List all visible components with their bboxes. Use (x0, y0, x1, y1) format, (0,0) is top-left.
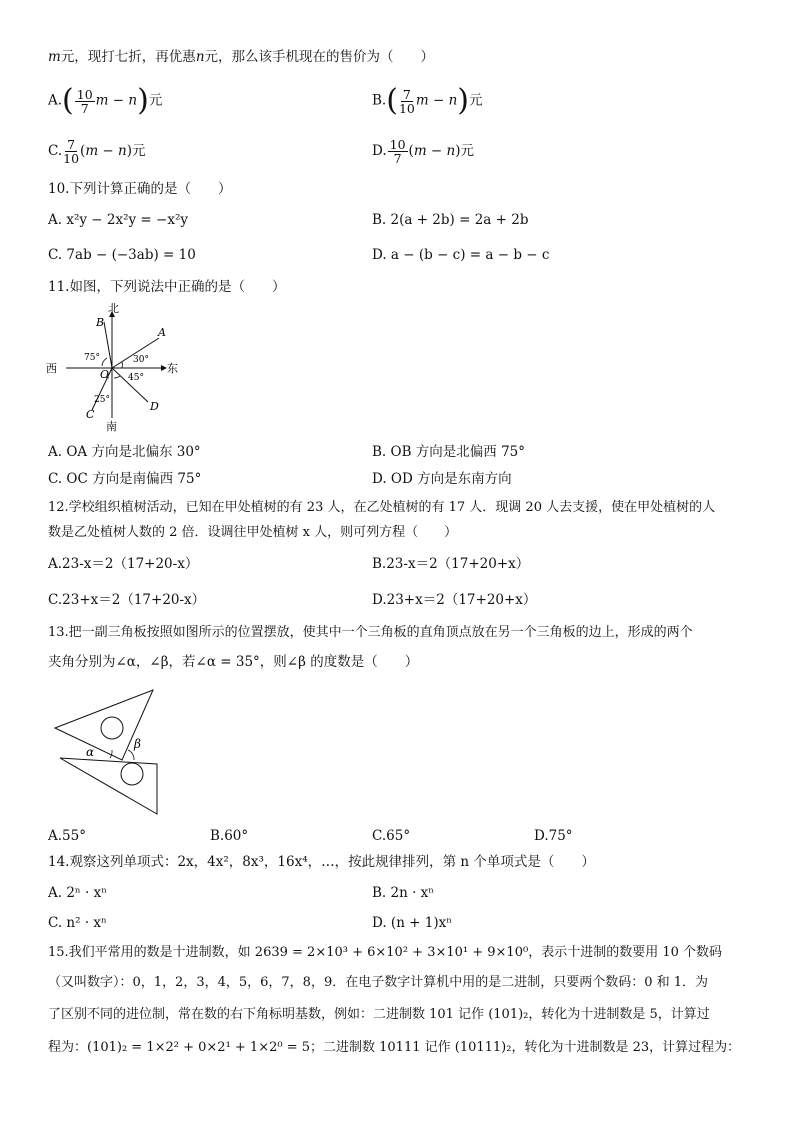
label-north: 北 (108, 302, 119, 315)
q12-option-b: B.23-x＝2（17+20+x） (372, 556, 530, 572)
q12-line2: 数是乙处植树人数的 2 倍．设调往甲处植树 x 人，则可列方程（ ） (48, 525, 458, 540)
q11-stem: 11.如图，下列说法中正确的是（ ） (48, 279, 286, 295)
q10-option-a: A. x²y − 2x²y = −x²y (48, 212, 188, 228)
q9-option-d: D. $\frac{10}{7}$ (m − n)元 (372, 137, 475, 166)
q10-option-b: B. 2(a + 2b) = 2a + 2b (372, 212, 529, 228)
q15-line3: 了区别不同的进位制，常在数的右下角标明基数，例如：二进制数 101 记作 (101)₂，转化为十进制数是 5，计算过 (48, 1007, 710, 1022)
q11-option-a: A. OA 方向是北偏东 30° (48, 444, 201, 460)
q9-option-c: C. $\frac{7}{10}$ (m − n)元 (48, 137, 146, 166)
label-alpha: α (86, 745, 95, 759)
q9-option-b: B.( $\frac{7}{10}$ m − n)元 (372, 83, 483, 118)
label-a: A (158, 326, 166, 339)
q9-stem: m元，现打七折，再优惠n元，那么该手机现在的售价为（ ） (48, 49, 435, 65)
q10-option-c: C. 7ab − (−3ab) = 10 (48, 247, 196, 263)
triangle-boards-figure (50, 686, 170, 818)
q15-line1: 15.我们平常用的数是十进制数，如 2639 = 2×10³ + 6×10² + 3×10¹ + 9×10⁰，表示十进制的数要用 10 个数码 (48, 945, 722, 960)
angle-45: 45° (128, 373, 144, 383)
q14-stem: 14.观察这列单项式：2x，4x²，8x³，16x⁴，…，按此规律排列，第 n 个单项式是（ ） (48, 854, 595, 870)
label-beta: β (134, 737, 141, 751)
q11-option-c: C. OC 方向是南偏西 75° (48, 471, 202, 487)
label-west: 西 (46, 362, 57, 375)
compass-figure (44, 298, 194, 434)
angle-25: 25° (94, 395, 110, 405)
q13-option-b: B.60° (210, 828, 249, 844)
q13-option-d: D.75° (534, 828, 573, 844)
q14-option-c: C. n² · xⁿ (48, 915, 107, 931)
q9-option-a: A.( $\frac{10}{7}$ m − n)元 (48, 83, 163, 118)
angle-75: 75° (84, 353, 100, 363)
label-o: O (100, 368, 110, 381)
q11-option-d: D. OD 方向是东南方向 (372, 471, 512, 487)
label-c: C (86, 408, 95, 421)
q12-option-a: A.23-x＝2（17+20-x） (48, 556, 199, 572)
q15-line4: 程为：(101)₂ = 1×2² + 0×2¹ + 1×2⁰ = 5；二进制数 10111 记作 (10111)₂，转化为十进制数是 23，计算过程为： (48, 1040, 741, 1055)
q12-option-c: C.23+x＝2（17+20-x） (48, 592, 206, 608)
q13-line1: 13.把一副三角板按照如图所示的位置摆放，使其中一个三角板的直角顶点放在另一个三角板的边上，形成的两个 (48, 625, 693, 640)
q12-line1: 12.学校组织植树活动，已知在甲处植树的有 23 人，在乙处植树的有 17 人．现调 20 人去支援，使在甲处植树的人 (48, 500, 716, 515)
angle-30: 30° (133, 355, 149, 365)
q10-option-d: D. a − (b − c) = a − b − c (372, 247, 550, 263)
q12-option-d: D.23+x＝2（17+20+x） (372, 592, 537, 608)
q13-option-c: C.65° (372, 828, 411, 844)
label-east: 东 (167, 362, 178, 375)
q13-option-a: A.55° (48, 828, 86, 844)
label-d: D (150, 400, 159, 413)
q14-option-b: B. 2n · xⁿ (372, 885, 435, 901)
q14-option-d: D. (n + 1)xⁿ (372, 915, 453, 931)
q11-option-b: B. OB 方向是北偏西 75° (372, 444, 526, 460)
label-south: 南 (106, 420, 117, 433)
q10-stem: 10.下列计算正确的是（ ） (48, 181, 232, 197)
q15-line2: （又叫数字）：0，1，2，3，4，5，6，7，8，9．在电子数字计算机中用的是二进制，只要两个数码：0 和 1．为 (48, 975, 709, 990)
q13-line2: 夹角分别为∠α，∠β，若∠α = 35°，则∠β 的度数是（ ） (48, 654, 419, 670)
q14-option-a: A. 2ⁿ · xⁿ (48, 885, 108, 901)
label-b: B (96, 316, 105, 329)
